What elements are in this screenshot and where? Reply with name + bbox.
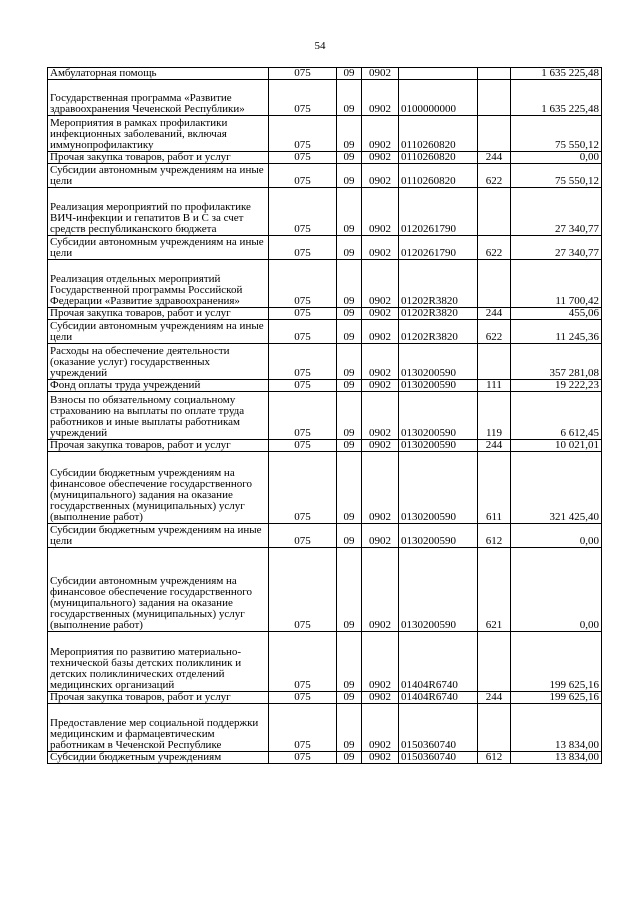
row-amount: 13 834,00 [511, 704, 602, 752]
row-ministry-code: 075 [269, 548, 337, 632]
row-ministry-code: 075 [269, 164, 337, 188]
row-ministry-code: 075 [269, 440, 337, 452]
row-ministry-code: 075 [269, 320, 337, 344]
row-target-code: 0120261790 [399, 188, 478, 236]
row-expense-type: 119 [478, 392, 511, 440]
row-name: Государственная программа «Развитие здравоохранения Чеченской Республики» [48, 80, 269, 116]
table-row [48, 548, 602, 632]
row-amount: 27 340,77 [511, 236, 602, 260]
row-amount: 11 245,36 [511, 320, 602, 344]
row-subsection-code: 0902 [362, 188, 399, 236]
row-subsection-code: 0902 [362, 752, 399, 764]
row-name: Субсидии автономным учреждениям на иные цели [48, 236, 269, 260]
row-amount: 10 021,01 [511, 440, 602, 452]
row-name: Реализация мероприятий по профилактике ВИЧ-инфекции и гепатитов В и С за счет средств республиканского бюджета [48, 188, 269, 236]
row-section-code: 09 [337, 116, 362, 152]
table-row [48, 380, 602, 392]
row-subsection-code: 0902 [362, 68, 399, 80]
row-name: Взносы по обязательному социальному страхованию на выплаты по оплате труда работников и иные выплаты работникам учреждений [48, 392, 269, 440]
table-row [48, 260, 602, 308]
row-subsection-code: 0902 [362, 692, 399, 704]
row-ministry-code: 075 [269, 524, 337, 548]
row-expense-type: 622 [478, 320, 511, 344]
row-amount: 6 612,45 [511, 392, 602, 440]
row-name: Прочая закупка товаров, работ и услуг [48, 692, 269, 704]
row-expense-type [478, 68, 511, 80]
row-section-code: 09 [337, 236, 362, 260]
row-section-code: 09 [337, 632, 362, 692]
table-row [48, 704, 602, 752]
row-subsection-code: 0902 [362, 380, 399, 392]
table-row [48, 392, 602, 440]
row-name: Прочая закупка товаров, работ и услуг [48, 152, 269, 164]
budget-table [47, 67, 602, 764]
row-name: Субсидии автономным учреждениям на финансовое обеспечение государственного (муниципального) задания на оказание государственных (муниципальных) услуг (выполнение работ) [48, 548, 269, 632]
row-expense-type: 244 [478, 440, 511, 452]
row-subsection-code: 0902 [362, 116, 399, 152]
table-row [48, 320, 602, 344]
row-expense-type: 611 [478, 452, 511, 524]
row-ministry-code: 075 [269, 632, 337, 692]
row-section-code: 09 [337, 524, 362, 548]
row-expense-type: 612 [478, 752, 511, 764]
row-ministry-code: 075 [269, 692, 337, 704]
row-target-code [399, 68, 478, 80]
table-row [48, 164, 602, 188]
row-amount: 1 635 225,48 [511, 68, 602, 80]
row-expense-type: 244 [478, 692, 511, 704]
row-ministry-code: 075 [269, 152, 337, 164]
row-section-code: 09 [337, 188, 362, 236]
table-row [48, 344, 602, 380]
row-target-code: 0150360740 [399, 704, 478, 752]
row-expense-type [478, 80, 511, 116]
row-expense-type [478, 116, 511, 152]
row-expense-type [478, 344, 511, 380]
row-expense-type: 244 [478, 152, 511, 164]
table-row [48, 440, 602, 452]
row-amount: 0,00 [511, 152, 602, 164]
row-target-code: 01202R3820 [399, 320, 478, 344]
row-ministry-code: 075 [269, 704, 337, 752]
table-row [48, 752, 602, 764]
row-expense-type: 622 [478, 236, 511, 260]
row-amount: 357 281,08 [511, 344, 602, 380]
row-section-code: 09 [337, 440, 362, 452]
table-row [48, 524, 602, 548]
row-target-code: 0100000000 [399, 80, 478, 116]
row-amount: 321 425,40 [511, 452, 602, 524]
row-section-code: 09 [337, 80, 362, 116]
row-name: Предоставление мер социальной поддержки медицинским и фармацевтическим работникам в Чеченской Республике [48, 704, 269, 752]
row-section-code: 09 [337, 548, 362, 632]
row-section-code: 09 [337, 380, 362, 392]
row-ministry-code: 075 [269, 260, 337, 308]
row-name: Прочая закупка товаров, работ и услуг [48, 308, 269, 320]
row-amount: 75 550,12 [511, 164, 602, 188]
row-amount: 13 834,00 [511, 752, 602, 764]
row-target-code: 01404R6740 [399, 692, 478, 704]
row-name: Субсидии бюджетным учреждениям на иные цели [48, 524, 269, 548]
row-target-code: 0120261790 [399, 236, 478, 260]
row-target-code: 0130200590 [399, 440, 478, 452]
row-ministry-code: 075 [269, 380, 337, 392]
page-number: 54 [314, 40, 326, 52]
row-subsection-code: 0902 [362, 392, 399, 440]
table-row [48, 68, 602, 80]
row-ministry-code: 075 [269, 116, 337, 152]
table-row [48, 152, 602, 164]
row-expense-type [478, 188, 511, 236]
row-expense-type: 621 [478, 548, 511, 632]
row-section-code: 09 [337, 260, 362, 308]
row-target-code: 0150360740 [399, 752, 478, 764]
row-name: Субсидии бюджетным учреждениям на финансовое обеспечение государственного (муниципального) задания на оказание государственных (муниципальных) услуг (выполнение работ) [48, 452, 269, 524]
row-target-code: 0110260820 [399, 152, 478, 164]
row-name: Субсидии автономным учреждениям на иные цели [48, 164, 269, 188]
row-section-code: 09 [337, 704, 362, 752]
row-name: Мероприятия по развитию материально-технической базы детских поликлиник и детских поликлинических отделений медицинских организаций [48, 632, 269, 692]
table-row [48, 80, 602, 116]
row-section-code: 09 [337, 692, 362, 704]
row-expense-type [478, 632, 511, 692]
row-target-code: 0130200590 [399, 392, 478, 440]
row-name: Субсидии автономным учреждениям на иные цели [48, 320, 269, 344]
row-amount: 199 625,16 [511, 632, 602, 692]
table-row [48, 236, 602, 260]
row-expense-type: 244 [478, 308, 511, 320]
row-amount: 11 700,42 [511, 260, 602, 308]
row-name: Реализация отдельных мероприятий Государственной программы Российской Федерации «Развитие здравоохранения» [48, 260, 269, 308]
row-subsection-code: 0902 [362, 308, 399, 320]
row-subsection-code: 0902 [362, 152, 399, 164]
row-expense-type [478, 260, 511, 308]
row-amount: 27 340,77 [511, 188, 602, 236]
row-subsection-code: 0902 [362, 452, 399, 524]
row-expense-type [478, 704, 511, 752]
row-section-code: 09 [337, 164, 362, 188]
table-row [48, 188, 602, 236]
row-target-code: 01202R3820 [399, 308, 478, 320]
row-name: Субсидии бюджетным учреждениям [48, 752, 269, 764]
row-section-code: 09 [337, 68, 362, 80]
row-target-code: 0110260820 [399, 116, 478, 152]
budget-table-body [48, 68, 602, 764]
row-subsection-code: 0902 [362, 80, 399, 116]
row-expense-type: 612 [478, 524, 511, 548]
row-ministry-code: 075 [269, 308, 337, 320]
row-ministry-code: 075 [269, 344, 337, 380]
row-target-code: 01202R3820 [399, 260, 478, 308]
row-expense-type: 622 [478, 164, 511, 188]
row-target-code: 0130200590 [399, 380, 478, 392]
row-ministry-code: 075 [269, 188, 337, 236]
table-row [48, 116, 602, 152]
row-subsection-code: 0902 [362, 260, 399, 308]
row-subsection-code: 0902 [362, 524, 399, 548]
row-section-code: 09 [337, 752, 362, 764]
row-target-code: 0130200590 [399, 344, 478, 380]
row-subsection-code: 0902 [362, 344, 399, 380]
table-row [48, 632, 602, 692]
table-row [48, 452, 602, 524]
row-subsection-code: 0902 [362, 632, 399, 692]
row-ministry-code: 075 [269, 68, 337, 80]
row-ministry-code: 075 [269, 452, 337, 524]
row-section-code: 09 [337, 308, 362, 320]
row-expense-type: 111 [478, 380, 511, 392]
row-amount: 199 625,16 [511, 692, 602, 704]
row-subsection-code: 0902 [362, 548, 399, 632]
row-section-code: 09 [337, 344, 362, 380]
row-section-code: 09 [337, 320, 362, 344]
row-subsection-code: 0902 [362, 704, 399, 752]
row-amount: 19 222,23 [511, 380, 602, 392]
row-ministry-code: 075 [269, 752, 337, 764]
row-ministry-code: 075 [269, 236, 337, 260]
row-amount: 0,00 [511, 548, 602, 632]
row-name: Амбулаторная помощь [48, 68, 269, 80]
row-target-code: 0110260820 [399, 164, 478, 188]
row-subsection-code: 0902 [362, 440, 399, 452]
row-ministry-code: 075 [269, 392, 337, 440]
row-amount: 75 550,12 [511, 116, 602, 152]
row-name: Фонд оплаты труда учреждений [48, 380, 269, 392]
row-name: Прочая закупка товаров, работ и услуг [48, 440, 269, 452]
row-target-code: 0130200590 [399, 452, 478, 524]
row-name: Расходы на обеспечение деятельности (оказание услуг) государственных учреждений [48, 344, 269, 380]
row-subsection-code: 0902 [362, 320, 399, 344]
row-amount: 0,00 [511, 524, 602, 548]
table-row [48, 692, 602, 704]
row-target-code: 0130200590 [399, 548, 478, 632]
table-row [48, 308, 602, 320]
row-target-code: 01404R6740 [399, 632, 478, 692]
row-amount: 455,06 [511, 308, 602, 320]
row-target-code: 0130200590 [399, 524, 478, 548]
row-section-code: 09 [337, 152, 362, 164]
row-section-code: 09 [337, 452, 362, 524]
row-amount: 1 635 225,48 [511, 80, 602, 116]
row-name: Мероприятия в рамках профилактики инфекционных заболеваний, включая иммунопрофилактику [48, 116, 269, 152]
row-ministry-code: 075 [269, 80, 337, 116]
row-subsection-code: 0902 [362, 236, 399, 260]
row-subsection-code: 0902 [362, 164, 399, 188]
row-section-code: 09 [337, 392, 362, 440]
